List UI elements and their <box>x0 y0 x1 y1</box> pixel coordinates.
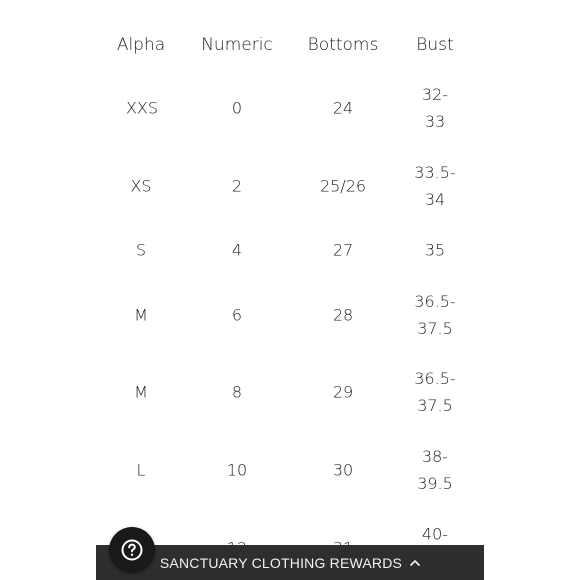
bust-line: 39.5 <box>417 474 453 493</box>
cell-bottoms: 27 <box>332 240 354 260</box>
bust-line: 40- <box>421 524 449 544</box>
cell-alpha: XXS <box>125 98 159 118</box>
column-header-numeric: Numeric <box>201 35 273 55</box>
column-header-bust: Bust <box>416 35 454 55</box>
cell-alpha: XS <box>130 176 152 196</box>
cell-numeric: 10 <box>226 460 248 480</box>
bust-line: 37.5 <box>417 396 453 415</box>
bust-line: 37.5 <box>417 319 453 338</box>
cell-bust <box>422 521 448 548</box>
cell-numeric: 0 <box>231 98 243 118</box>
cell-bust <box>417 443 453 497</box>
cell-bottoms: 28 <box>332 305 354 325</box>
question-mark-icon <box>120 538 144 562</box>
bust-line: 35 <box>424 240 446 260</box>
cell-numeric: 8 <box>231 382 243 402</box>
bust-line: 36.5- <box>414 292 456 311</box>
cell-bust <box>422 81 448 135</box>
column-header-alpha: Alpha <box>116 35 166 55</box>
cell-alpha: M <box>134 305 148 325</box>
cell-alpha: M <box>134 382 148 402</box>
cell-alpha: S <box>135 240 147 260</box>
column-header-bottoms: Bottoms <box>307 35 379 55</box>
bust-line: 33.5- <box>414 163 456 182</box>
rewards-label: SANCTUARY CLOTHING REWARDS <box>159 554 403 571</box>
cell-bust <box>414 159 455 213</box>
cell-alpha: L <box>136 460 146 480</box>
cell-bottoms: 29 <box>332 382 354 402</box>
cell-numeric: 4 <box>231 240 243 260</box>
cell-bust <box>425 237 445 264</box>
cell-bottoms: 24 <box>332 98 354 118</box>
cell-bust <box>414 365 455 419</box>
chevron-up-icon <box>410 559 420 566</box>
cell-numeric: 2 <box>231 176 243 196</box>
help-button[interactable] <box>109 527 155 573</box>
cell-bottoms: 30 <box>332 460 354 480</box>
cell-bottoms: 25/26 <box>319 176 367 196</box>
bust-line: 32- <box>421 85 449 104</box>
cell-numeric: 6 <box>231 305 243 325</box>
bust-line: 36.5- <box>414 369 456 388</box>
bust-line: 38- <box>421 447 449 466</box>
bust-line: 33 <box>424 112 446 131</box>
cell-bust <box>414 288 455 342</box>
bust-line: 34 <box>424 190 446 209</box>
